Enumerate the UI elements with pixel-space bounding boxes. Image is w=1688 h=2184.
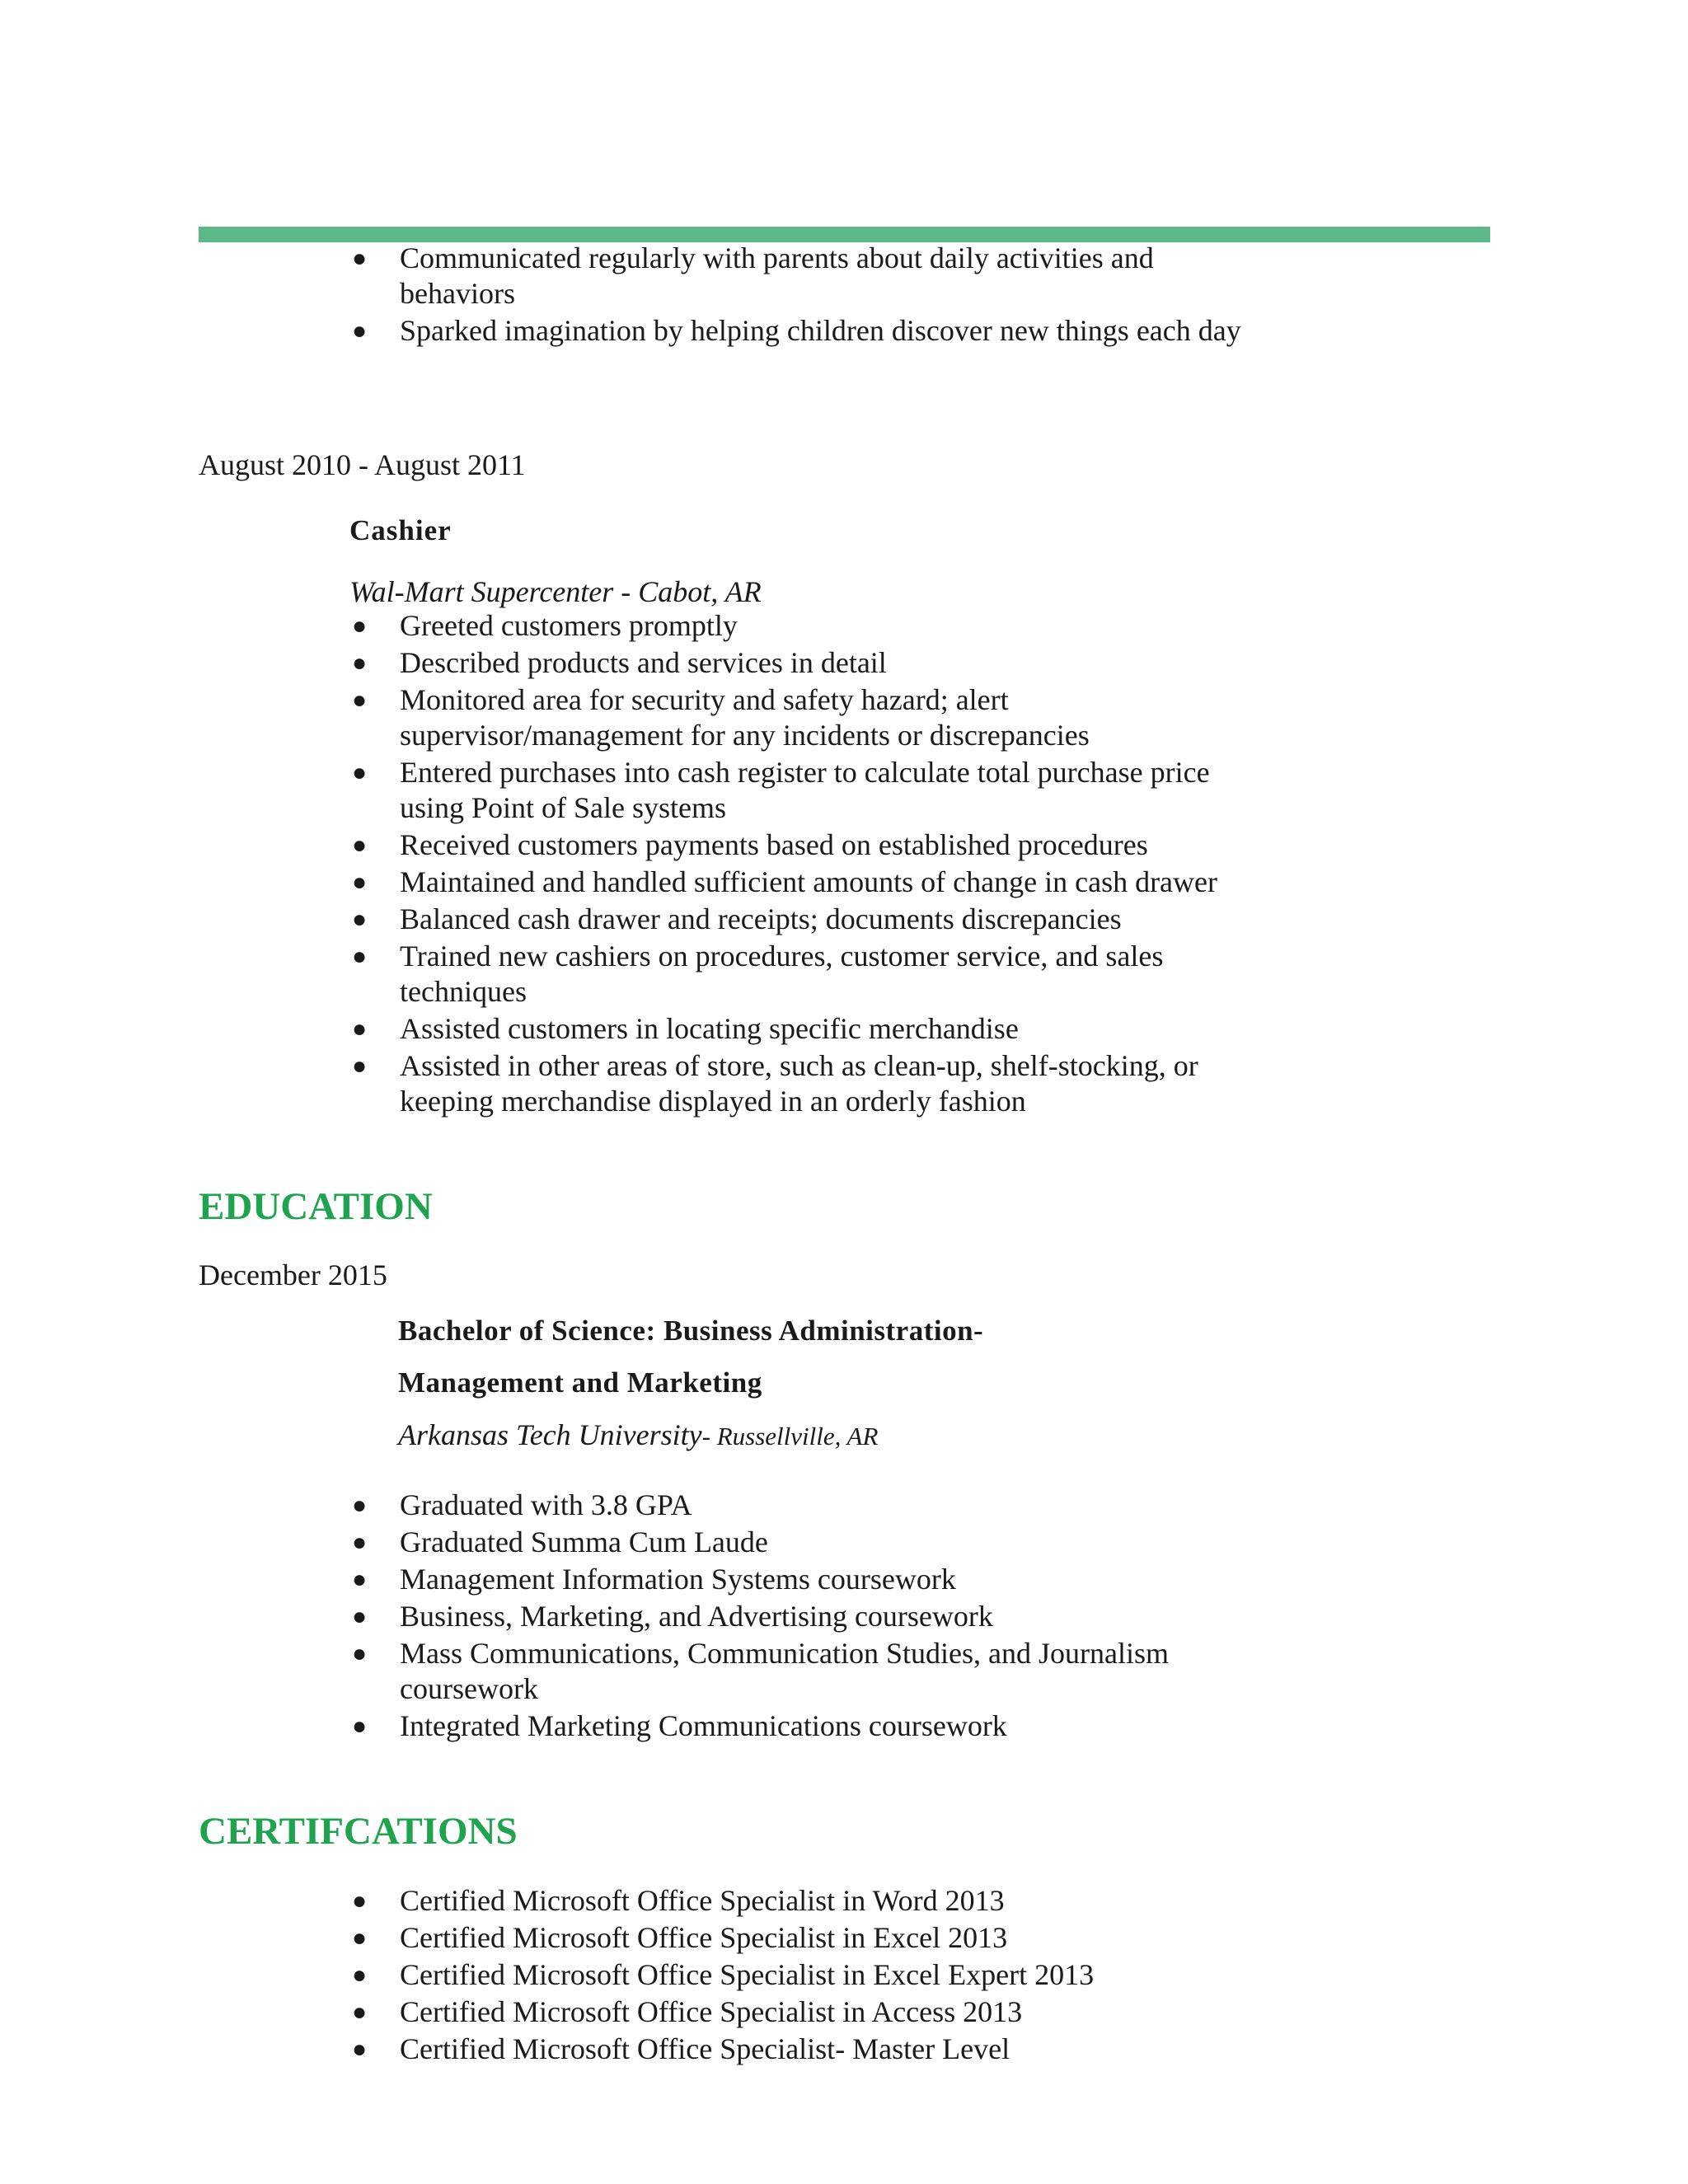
list-item: ● Business, Marketing, and Advertising coursework	[351, 1600, 993, 1633]
cashier-job-title: Cashier	[349, 514, 452, 546]
list-item: ● Graduated with 3.8 GPA	[351, 1488, 692, 1521]
cashier-bullets	[350, 608, 1273, 1119]
bullet-icon: ●	[351, 906, 368, 933]
list-item: ● Assisted customers in locating specific merchandise	[351, 1012, 1019, 1045]
bullet-icon: ●	[351, 1015, 368, 1043]
list-item: ● Graduated Summa Cum Laude	[351, 1526, 768, 1558]
list-item: ● Received customers payments based on established procedures	[351, 828, 1148, 861]
degree-line-1: Bachelor of Science: Business Administration-	[398, 1315, 984, 1347]
bullet-icon: ●	[351, 1887, 368, 1915]
certification-bullets	[350, 1883, 1273, 2067]
list-item: ● Integrated Marketing Communications coursework	[351, 1709, 1007, 1742]
prior-job-section	[350, 241, 1273, 350]
certifications-heading: CERTIFCATIONS	[199, 1810, 518, 1853]
list-item: ● Mass Communications, Communication Studies, and Journalism coursework	[351, 1637, 1169, 1705]
list-item: ● Trained new cashiers on procedures, customer service, and sales techniques	[351, 940, 1164, 1008]
bullet-icon: ●	[351, 649, 368, 677]
education-date: December 2015	[199, 1258, 387, 1291]
bullet-icon: ●	[351, 687, 368, 714]
list-item: ● Certified Microsoft Office Specialist in Excel Expert 2013	[351, 1958, 1095, 1991]
bullet-icon: ●	[351, 832, 368, 859]
bullet-icon: ●	[351, 943, 368, 970]
list-item: ● Balanced cash drawer and receipts; documents discrepancies	[351, 902, 1122, 935]
bullet-icon: ●	[351, 1529, 368, 1556]
bullet-icon: ●	[351, 1999, 368, 2026]
bullet-icon: ●	[351, 1713, 368, 1740]
bullet-icon: ●	[351, 759, 368, 786]
bullet-icon: ●	[351, 2036, 368, 2063]
bullet-icon: ●	[351, 1961, 368, 1989]
cashier-dates: August 2010 - August 2011	[199, 448, 526, 481]
bullet-icon: ●	[351, 317, 368, 344]
list-item: ● Management Information Systems coursework	[351, 1563, 956, 1596]
cashier-section	[350, 608, 1273, 1121]
list-item: ● Maintained and handled sufficient amounts of change in cash drawer	[351, 865, 1218, 898]
list-item: ● Communicated regularly with parents about daily activities and behaviors	[351, 241, 1154, 310]
bullet-icon: ●	[351, 1640, 368, 1667]
list-item: ● Entered purchases into cash register to calculate total purchase price using Point of Sale systems	[351, 756, 1210, 824]
school: Arkansas Tech University	[398, 1418, 702, 1451]
list-item: ● Certified Microsoft Office Specialist- Master Level	[351, 2032, 1010, 2065]
degree-line-2: Management and Marketing	[398, 1366, 762, 1399]
list-item: ● Greeted customers promptly	[351, 609, 738, 642]
bullet-icon: ●	[351, 869, 368, 896]
list-item: ● Certified Microsoft Office Specialist in Access 2013	[351, 1995, 1023, 2028]
list-item: ● Sparked imagination by helping children discover new things each day	[351, 314, 1241, 347]
school-name	[398, 1418, 878, 1454]
list-item: ● Described products and services in detail	[351, 646, 887, 679]
education-heading: EDUCATION	[199, 1185, 433, 1228]
bullet-icon: ●	[351, 1052, 368, 1080]
bullet-icon: ●	[351, 245, 368, 272]
bullet-icon: ●	[351, 1492, 368, 1519]
bullet-icon: ●	[351, 1603, 368, 1630]
bullet-icon: ●	[351, 1566, 368, 1593]
school-location: - Russellville, AR	[701, 1422, 879, 1451]
list-item: ● Certified Microsoft Office Specialist in Word 2013	[351, 1884, 1005, 1917]
certifications-section	[350, 1883, 1273, 2069]
prior-job-bullets	[350, 241, 1273, 349]
education-section	[350, 1488, 1273, 1746]
list-item: ● Assisted in other areas of store, such as clean-up, shelf-stocking, or keeping merchandise displayed in an orderly fashion	[351, 1049, 1198, 1118]
cashier-employer: Wal-Mart Supercenter - Cabot, AR	[349, 575, 762, 608]
bullet-icon: ●	[351, 612, 368, 640]
education-bullets	[350, 1488, 1273, 1744]
list-item: ● Monitored area for security and safety hazard; alert supervisor/management for any incidents or discrepancies	[351, 683, 1090, 752]
bullet-icon: ●	[351, 1924, 368, 1952]
list-item: ● Certified Microsoft Office Specialist in Excel 2013	[351, 1921, 1008, 1954]
